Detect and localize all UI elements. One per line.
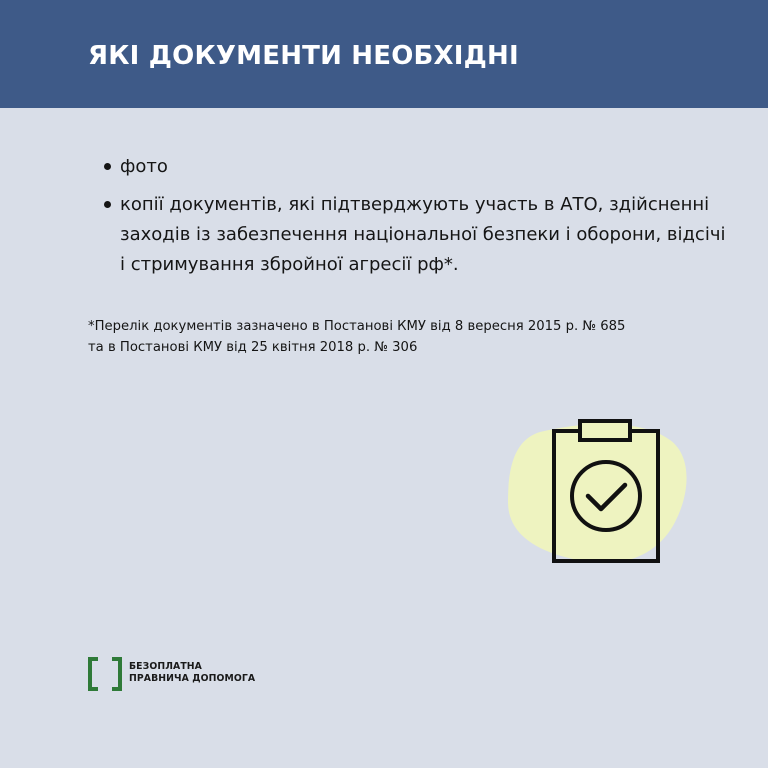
list-item: копії документів, які підтверджують участь в АТО, здійсненні заходів із забезпечення національної безпеки і оборони, відсічі і стримування збройної агресії рф*. [104, 190, 734, 280]
header-banner [0, 0, 768, 108]
logo-line: ПРАВНИЧА ДОПОМОГА [129, 673, 256, 684]
clipboard-check-illustration [500, 410, 700, 580]
organization-logo [88, 657, 328, 693]
clipboard-clip [580, 421, 630, 440]
footnote-line: та в Постанові КМУ від 25 квітня 2018 р. № 306 [88, 340, 418, 355]
logo-line: БЕЗОПЛАТНА [129, 661, 202, 672]
logo-text [129, 661, 255, 685]
page-title: ЯКІ ДОКУМЕНТИ НЕОБХІДНІ [88, 41, 519, 71]
clipboard-check-icon [500, 410, 700, 580]
list-item: фото [104, 152, 734, 182]
footnote [88, 316, 708, 358]
footnote-line: *Перелік документів зазначено в Постанові КМУ від 8 вересня 2015 р. № 685 [88, 319, 626, 334]
bracket-logo-icon [88, 657, 124, 693]
document-list [104, 152, 734, 280]
